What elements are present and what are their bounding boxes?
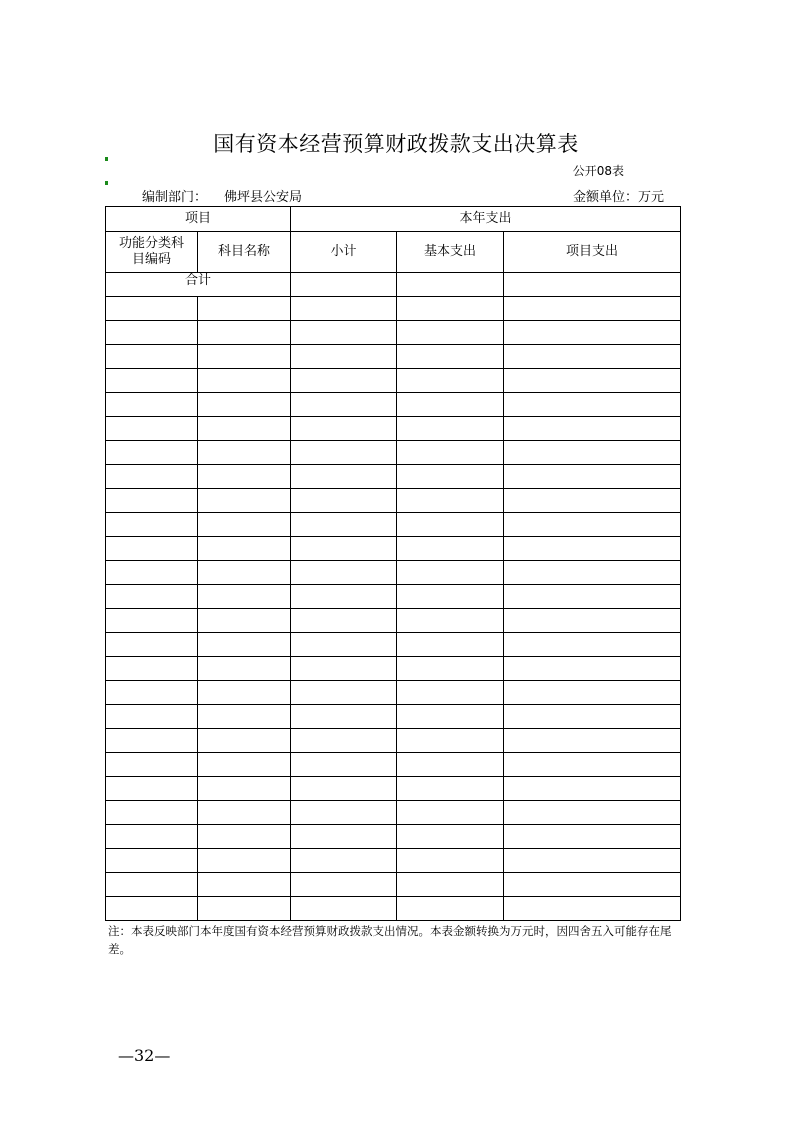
cell-name	[198, 345, 291, 369]
table-row	[106, 537, 681, 561]
table-row	[106, 321, 681, 345]
cell-subtotal	[291, 561, 397, 585]
table-row	[106, 801, 681, 825]
cell-name	[198, 729, 291, 753]
table-row	[106, 585, 681, 609]
cell-code	[106, 705, 198, 729]
cell-subtotal	[291, 369, 397, 393]
cell-project	[504, 465, 681, 489]
table-row	[106, 633, 681, 657]
cell-project	[504, 897, 681, 921]
cell-project	[504, 321, 681, 345]
cell-basic	[397, 417, 504, 441]
cell-subtotal	[291, 801, 397, 825]
total-row	[106, 273, 681, 297]
cell-code	[106, 753, 198, 777]
form-number: 公开08表	[572, 164, 624, 178]
cell-code	[106, 441, 198, 465]
department-name: 佛坪县公安局	[224, 190, 303, 205]
cell-project	[504, 369, 681, 393]
table-row	[106, 297, 681, 321]
cell-basic	[397, 441, 504, 465]
table-row	[106, 513, 681, 537]
table-row	[106, 489, 681, 513]
cell-subtotal	[291, 873, 397, 897]
cell-subtotal	[291, 705, 397, 729]
page-number: —32—	[118, 1046, 171, 1065]
cell-basic	[397, 393, 504, 417]
table-row	[106, 873, 681, 897]
total-subtotal	[291, 273, 397, 297]
table-row	[106, 609, 681, 633]
cell-subtotal	[291, 297, 397, 321]
cell-project	[504, 801, 681, 825]
cell-code	[106, 681, 198, 705]
cell-name	[198, 777, 291, 801]
cell-name	[198, 633, 291, 657]
cell-code	[106, 585, 198, 609]
cell-name	[198, 585, 291, 609]
cell-code	[106, 537, 198, 561]
table-row	[106, 657, 681, 681]
cell-name	[198, 609, 291, 633]
cell-subtotal	[291, 609, 397, 633]
cell-project	[504, 489, 681, 513]
cell-project	[504, 561, 681, 585]
cell-code	[106, 297, 198, 321]
table-row	[106, 561, 681, 585]
cell-basic	[397, 297, 504, 321]
cell-name	[198, 465, 291, 489]
header-row-1	[106, 207, 681, 232]
table-row	[106, 465, 681, 489]
cell-subtotal	[291, 585, 397, 609]
cell-subtotal	[291, 681, 397, 705]
cell-code	[106, 369, 198, 393]
cell-subtotal	[291, 753, 397, 777]
cell-code	[106, 513, 198, 537]
cell-basic	[397, 777, 504, 801]
cell-basic	[397, 897, 504, 921]
cell-name	[198, 297, 291, 321]
cell-code	[106, 657, 198, 681]
header-items: 项目	[106, 207, 291, 232]
cell-subtotal	[291, 657, 397, 681]
cell-basic	[397, 825, 504, 849]
cell-basic	[397, 705, 504, 729]
cell-subtotal	[291, 393, 397, 417]
cell-subtotal	[291, 345, 397, 369]
cell-name	[198, 801, 291, 825]
cell-project	[504, 849, 681, 873]
cell-subtotal	[291, 465, 397, 489]
cell-basic	[397, 753, 504, 777]
cell-code	[106, 729, 198, 753]
cell-basic	[397, 465, 504, 489]
cell-project	[504, 633, 681, 657]
cell-project	[504, 705, 681, 729]
cell-code	[106, 849, 198, 873]
table-row	[106, 369, 681, 393]
unit-label: 金额单位：万元	[572, 190, 664, 205]
cell-name	[198, 705, 291, 729]
cell-name	[198, 825, 291, 849]
department-label: 编制部门：	[142, 190, 208, 205]
cell-subtotal	[291, 849, 397, 873]
table-row	[106, 897, 681, 921]
table-row	[106, 417, 681, 441]
cell-basic	[397, 585, 504, 609]
cell-basic	[397, 345, 504, 369]
cell-subtotal	[291, 825, 397, 849]
cell-basic	[397, 801, 504, 825]
col-basic-header: 基本支出	[397, 232, 504, 273]
table-row	[106, 777, 681, 801]
col-code-header: 功能分类科目编码	[106, 232, 198, 273]
cell-code	[106, 777, 198, 801]
cell-project	[504, 609, 681, 633]
table-row	[106, 753, 681, 777]
cell-name	[198, 321, 291, 345]
cell-project	[504, 585, 681, 609]
cell-subtotal	[291, 441, 397, 465]
cell-code	[106, 465, 198, 489]
col-subtotal-header: 小计	[291, 232, 397, 273]
cell-name	[198, 489, 291, 513]
table-row	[106, 825, 681, 849]
table-row	[106, 849, 681, 873]
cell-code	[106, 801, 198, 825]
table-row	[106, 681, 681, 705]
table-row	[106, 393, 681, 417]
table-row	[106, 705, 681, 729]
cell-code	[106, 897, 198, 921]
cell-name	[198, 417, 291, 441]
cell-basic	[397, 633, 504, 657]
cell-project	[504, 825, 681, 849]
cell-code	[106, 561, 198, 585]
cell-subtotal	[291, 633, 397, 657]
cell-subtotal	[291, 489, 397, 513]
cell-project	[504, 393, 681, 417]
cell-code	[106, 393, 198, 417]
cell-basic	[397, 729, 504, 753]
cell-project	[504, 441, 681, 465]
cell-project	[504, 873, 681, 897]
cell-name	[198, 873, 291, 897]
cell-name	[198, 393, 291, 417]
cell-subtotal	[291, 513, 397, 537]
cell-subtotal	[291, 417, 397, 441]
cell-code	[106, 321, 198, 345]
cell-name	[198, 513, 291, 537]
margin-mark	[105, 157, 108, 161]
cell-code	[106, 633, 198, 657]
total-project	[504, 273, 681, 297]
table-row	[106, 345, 681, 369]
cell-project	[504, 537, 681, 561]
cell-project	[504, 729, 681, 753]
cell-basic	[397, 849, 504, 873]
cell-subtotal	[291, 729, 397, 753]
cell-basic	[397, 561, 504, 585]
cell-project	[504, 657, 681, 681]
cell-name	[198, 681, 291, 705]
margin-mark	[105, 181, 108, 185]
table-row	[106, 729, 681, 753]
cell-basic	[397, 609, 504, 633]
cell-project	[504, 681, 681, 705]
cell-code	[106, 609, 198, 633]
document-title: 国有资本经营预算财政拨款支出决算表	[213, 132, 579, 156]
cell-name	[198, 441, 291, 465]
cell-project	[504, 345, 681, 369]
cell-basic	[397, 489, 504, 513]
cell-basic	[397, 657, 504, 681]
cell-name	[198, 657, 291, 681]
col-project-header: 项目支出	[504, 232, 681, 273]
cell-basic	[397, 873, 504, 897]
cell-basic	[397, 537, 504, 561]
cell-project	[504, 417, 681, 441]
cell-code	[106, 825, 198, 849]
total-basic	[397, 273, 504, 297]
cell-name	[198, 369, 291, 393]
cell-name	[198, 537, 291, 561]
col-name-header: 科目名称	[198, 232, 291, 273]
cell-name	[198, 849, 291, 873]
data-rows	[106, 297, 681, 921]
total-label: 合计	[106, 273, 291, 297]
cell-basic	[397, 681, 504, 705]
cell-code	[106, 489, 198, 513]
cell-subtotal	[291, 897, 397, 921]
cell-basic	[397, 513, 504, 537]
cell-project	[504, 513, 681, 537]
cell-basic	[397, 321, 504, 345]
header-row-2	[106, 232, 681, 273]
cell-project	[504, 777, 681, 801]
cell-subtotal	[291, 537, 397, 561]
cell-project	[504, 297, 681, 321]
cell-code	[106, 345, 198, 369]
cell-name	[198, 897, 291, 921]
cell-basic	[397, 369, 504, 393]
cell-subtotal	[291, 777, 397, 801]
expenditure-table	[105, 206, 681, 921]
cell-code	[106, 873, 198, 897]
header-current-year: 本年支出	[291, 207, 681, 232]
table-row	[106, 441, 681, 465]
footnote: 注：本表反映部门本年度国有资本经营预算财政拨款支出情况。本表金额转换为万元时，因四舍五入可能存在尾差。	[108, 924, 672, 956]
cell-project	[504, 753, 681, 777]
cell-subtotal	[291, 321, 397, 345]
cell-name	[198, 753, 291, 777]
cell-code	[106, 417, 198, 441]
cell-name	[198, 561, 291, 585]
